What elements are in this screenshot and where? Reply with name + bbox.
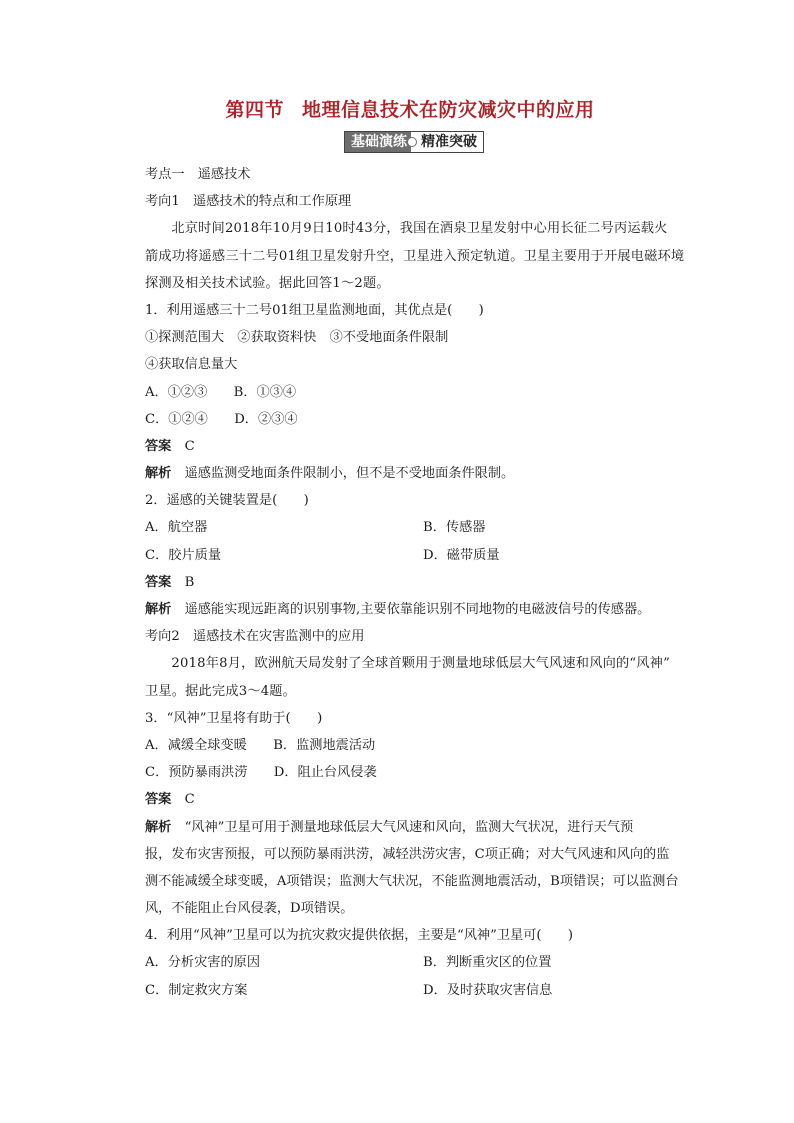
analysis-label: 解析: [145, 466, 172, 482]
q4-stem: 4．利用“风神”卫星可以为抗灾救灾提供依据，主要是“风神”卫星可( ): [145, 928, 574, 944]
q2-options-cd: [145, 542, 685, 569]
q2-stem: 2．遥感的关键装置是( ): [145, 493, 309, 509]
q2-options-ab: [145, 514, 685, 541]
banner-dot-icon: [407, 137, 417, 147]
q4-option-d: D．及时获取灾害信息: [423, 982, 553, 998]
q2-option-d: D．磁带质量: [423, 547, 500, 563]
q1-stem: 1．利用遥感三十二号01组卫星监测地面，其优点是( ): [145, 302, 484, 318]
q1-items-2: ④获取信息量大: [145, 357, 238, 373]
section-title: 地理信息技术在防灾减灾中的应用: [302, 99, 595, 121]
analysis-label: 解析: [145, 819, 172, 835]
q3-option-a: A．减缓全球变暖: [145, 737, 247, 753]
q3-analysis-line-4: 风，不能阻止台风侵袭，D项错误。: [145, 901, 354, 917]
q2-option-b: B．传感器: [423, 520, 486, 536]
q1-analysis: [145, 460, 685, 487]
answer-label: 答案: [145, 792, 172, 808]
q1-option-d: D．②③④: [234, 411, 298, 427]
intro1-line-2: 箭成功将遥感三十二号01组卫星发射升空，卫星进入预定轨道。卫星主要用于开展电磁环境: [145, 248, 685, 264]
q1-analysis-text: 遥感监测受地面条件限制小，但不是不受地面条件限制。: [184, 466, 515, 482]
q4-option-a: A．分析灾害的原因: [145, 955, 261, 971]
q1-option-c: C．①②④: [145, 411, 208, 427]
document-body: [145, 161, 685, 1004]
knowledge-point-1: 考点一 遥感技术: [145, 167, 251, 182]
section-banner: [344, 131, 484, 153]
q2-analysis: [145, 596, 685, 623]
q1-option-a: A．①②③: [145, 384, 208, 400]
direction-1: 考向1 遥感技术的特点和工作原理: [145, 194, 352, 210]
page-content: [145, 98, 685, 1004]
banner-wrap: [143, 131, 685, 153]
q1-options-ab: [145, 379, 685, 406]
q1-answer: [145, 433, 685, 460]
q4-options-ab: [145, 949, 685, 976]
q1-answer-value: C: [184, 438, 195, 454]
banner-right: 精准突破: [413, 132, 483, 152]
page-title: [135, 98, 685, 122]
q3-analysis-line-2: 报，发布灾害预报，可以预防暴雨洪涝，减轻洪涝灾害，C项正确；对大气风速和风向的监: [145, 846, 670, 862]
intro1-line-3: 探测及相关技术试验。据此回答1～2题。: [145, 275, 390, 291]
intro1-line-1: 北京时间2018年10月9日10时43分，我国在酒泉卫星发射中心用长征二号丙运载火: [171, 221, 668, 237]
direction-2: 考向2 遥感技术在灾害监测中的应用: [145, 629, 365, 645]
q2-analysis-text: 遥感能实现远距离的识别事物,主要依靠能识别不同地物的电磁波信号的传感器。: [184, 602, 651, 617]
q4-options-cd: [145, 977, 685, 1004]
q3-analysis-text-1: “风神”卫星可用于测量地球低层大气风速和风向，监测大气状况，进行天气预: [184, 819, 634, 835]
q3-option-d: D．阻止台风侵袭: [273, 765, 377, 781]
q1-option-b: B．①③④: [233, 384, 297, 400]
q2-option-a: A．航空器: [145, 520, 208, 536]
q4-option-c: C．制定救灾方案: [145, 982, 248, 998]
q3-options-cd: [145, 759, 685, 786]
answer-label: 答案: [145, 438, 172, 454]
answer-label: 答案: [145, 574, 172, 590]
q3-option-c: C．预防暴雨洪涝: [145, 765, 248, 781]
q3-options-ab: [145, 732, 685, 759]
q2-answer-value: B: [184, 574, 195, 590]
q1-items-1: ①探测范围大 ②获取资料快 ③不受地面条件限制: [145, 330, 449, 346]
q3-answer: [145, 786, 685, 813]
q3-option-b: B．监测地震活动: [273, 737, 376, 753]
banner-left: 基础演练: [345, 132, 411, 152]
section-number: 第四节: [225, 99, 284, 121]
q4-option-b: B．判断重灾区的位置: [423, 955, 552, 971]
intro2-line-2: 卫星。据此完成3～4题。: [145, 683, 297, 699]
q3-answer-value: C: [184, 792, 195, 808]
q1-options-cd: [145, 406, 685, 433]
q2-answer: [145, 569, 685, 596]
q3-stem: 3．“风神”卫星将有助于( ): [145, 710, 323, 726]
q3-analysis-line-1: [145, 814, 685, 841]
analysis-label: 解析: [145, 602, 172, 617]
q3-analysis-line-3: 测不能减缓全球变暖，A项错误；监测大气状况，不能监测地震活动，B项错误；可以监测台: [145, 873, 679, 889]
q2-option-c: C．胶片质量: [145, 547, 222, 563]
intro2-line-1: 2018年8月，欧洲航天局发射了全球首颗用于测量地球低层大气风速和风向的“风神”: [171, 656, 671, 672]
